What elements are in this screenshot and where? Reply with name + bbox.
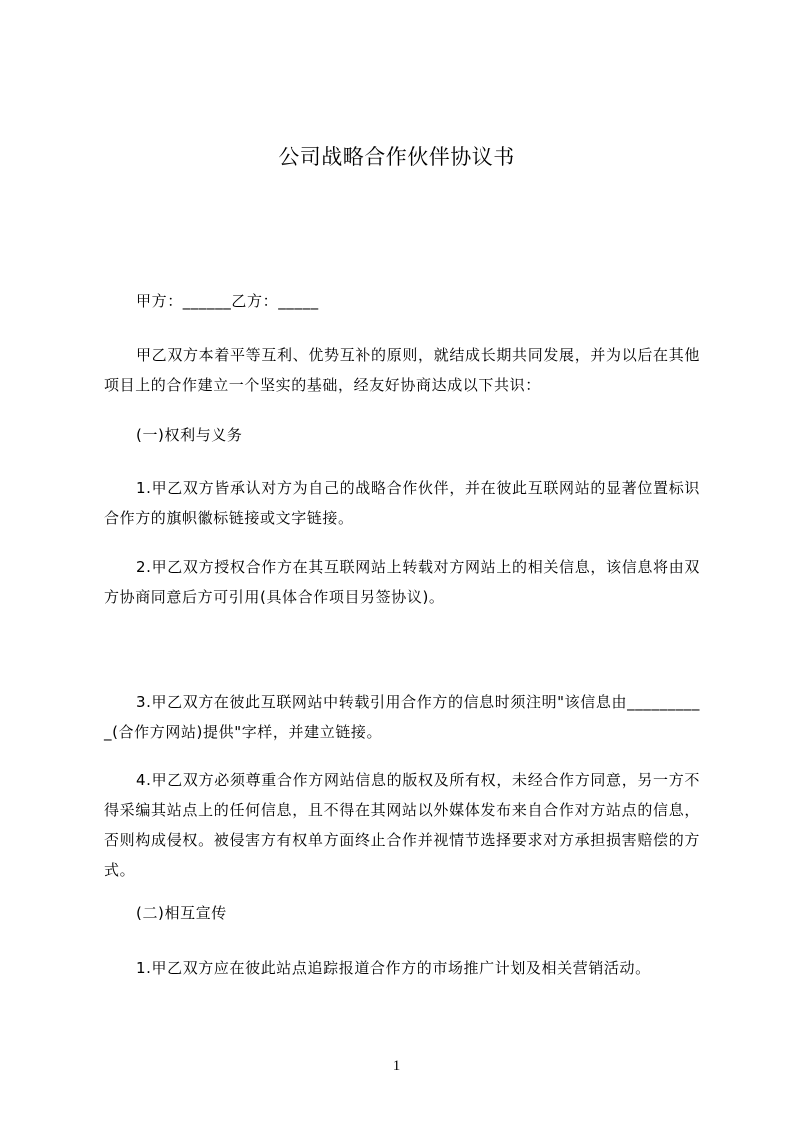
section-heading-rights-obligations: (一)权利与义务 — [136, 426, 243, 444]
clause-1-2: 2.甲乙双方授权合作方在其互联网站上转载对方网站上的相关信息，该信息将由双方协商同意后方可引用(具体合作项目另签协议)。 — [104, 558, 700, 606]
clause-1-4: 4.甲乙双方必须尊重合作方网站信息的版权及所有权，未经合作方同意，另一方不得采编其站点上的任何信息，且不得在其网站以外媒体发布来自合作对方站点的信息，否则构成侵权。被侵害方有权单方面终止合作并视情节选择要求对方承担损害赔偿的方式。 — [104, 771, 700, 879]
document-title: 公司战略合作伙伴协议书 — [278, 145, 515, 169]
page-number: 1 — [392, 1058, 401, 1074]
intro-paragraph: 甲乙双方本着平等互利、优势互补的原则，就结成长期共同发展，并为以后在其他项目上的合作建立一个坚实的基础，经友好协商达成以下共识： — [104, 346, 700, 394]
clause-2-1: 1.甲乙双方应在彼此站点追踪报道合作方的市场推广计划及相关营销活动。 — [136, 959, 651, 977]
section-heading-mutual-promotion: (二)相互宣传 — [136, 904, 227, 922]
parties-line: 甲方：______乙方：_____ — [136, 292, 319, 310]
clause-1-1: 1.甲乙双方皆承认对方为自己的战略合作伙伴，并在彼此互联网站的显著位置标识合作方的旗帜徽标链接或文字链接。 — [104, 479, 700, 527]
clause-1-3: 3.甲乙双方在彼此互联网站中转载引用合作方的信息时须注明"该信息由__________(合作方网站)提供"字样，并建立链接。 — [104, 693, 700, 741]
